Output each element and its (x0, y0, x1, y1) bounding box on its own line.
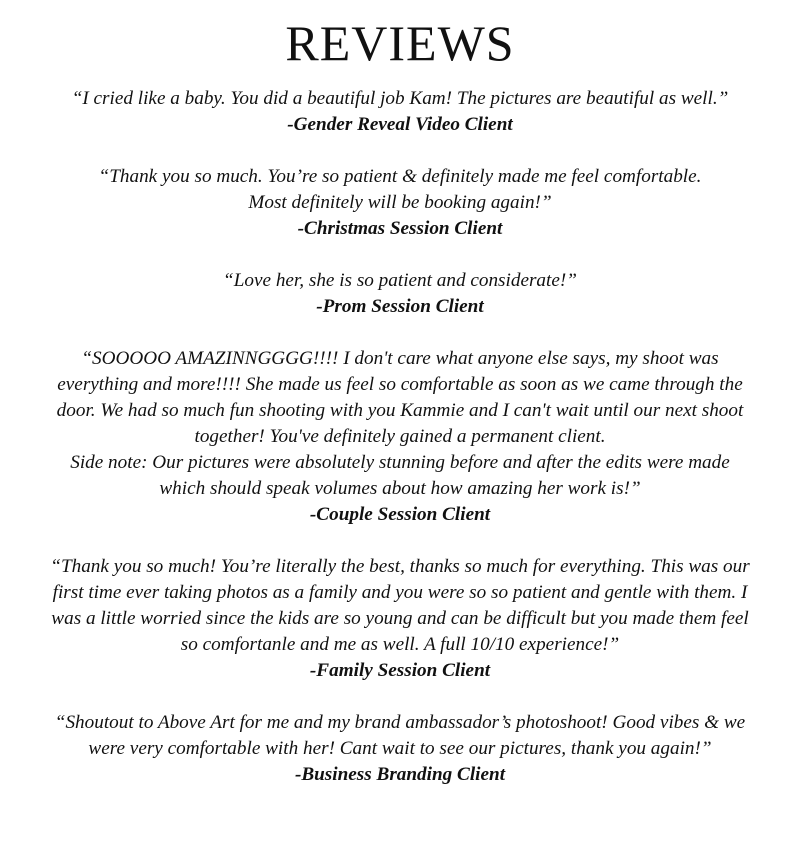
review-item-gender-reveal (50, 86, 750, 138)
review-client: -Christmas Session Client (297, 218, 503, 239)
review-quote: “Thank you so much. You’re so patient & definitely made me feel comfortable. Most definitely will be booking again!” (98, 166, 702, 213)
review-client: -Gender Reveal Video Client (287, 114, 513, 135)
review-quote: “I cried like a baby. You did a beautiful job Kam! The pictures are beautiful as well.” (71, 88, 729, 109)
review-client: -Business Branding Client (294, 764, 506, 785)
review-item-family (50, 554, 750, 684)
review-item-prom (50, 268, 750, 320)
review-client: -Family Session Client (309, 660, 491, 681)
review-quote: “Love her, she is so patient and considerate!” (223, 270, 577, 291)
page-title: REVIEWS (285, 15, 515, 71)
review-client: -Couple Session Client (309, 504, 491, 525)
review-item-business-branding (50, 710, 750, 788)
review-client: -Prom Session Client (316, 296, 484, 317)
review-quote: “Thank you so much! You’re literally the best, thanks so much for everything. This was our first time ever taking photos as a family and you were so so patient and gentle with them. I was a little worried since the kids are so young and can be difficult but you made them feel so comfortanle and me as well. A full 10/10 experience!” (50, 556, 750, 655)
review-quote: “Shoutout to Above Art for me and my brand ambassador’s photoshoot! Good vibes & we were very comfortable with her! Cant wait to see our pictures, thank you again!” (54, 712, 746, 759)
review-item-christmas (50, 164, 750, 242)
review-quote: “SOOOOO AMAZINNGGGG!!!! I don't care what anyone else says, my shoot was everything and more!!!! She made us feel so comfortable as soon as we came through the door. We had so much fun shooting with you Kammie and I can't wait until our next shoot together! You've definitely gained a permanent client. Side note: Our pictures were absolutely stunning before and after the edits were made which should speak volumes about how amazing her work is!” (56, 348, 744, 499)
review-item-couple (50, 346, 750, 528)
